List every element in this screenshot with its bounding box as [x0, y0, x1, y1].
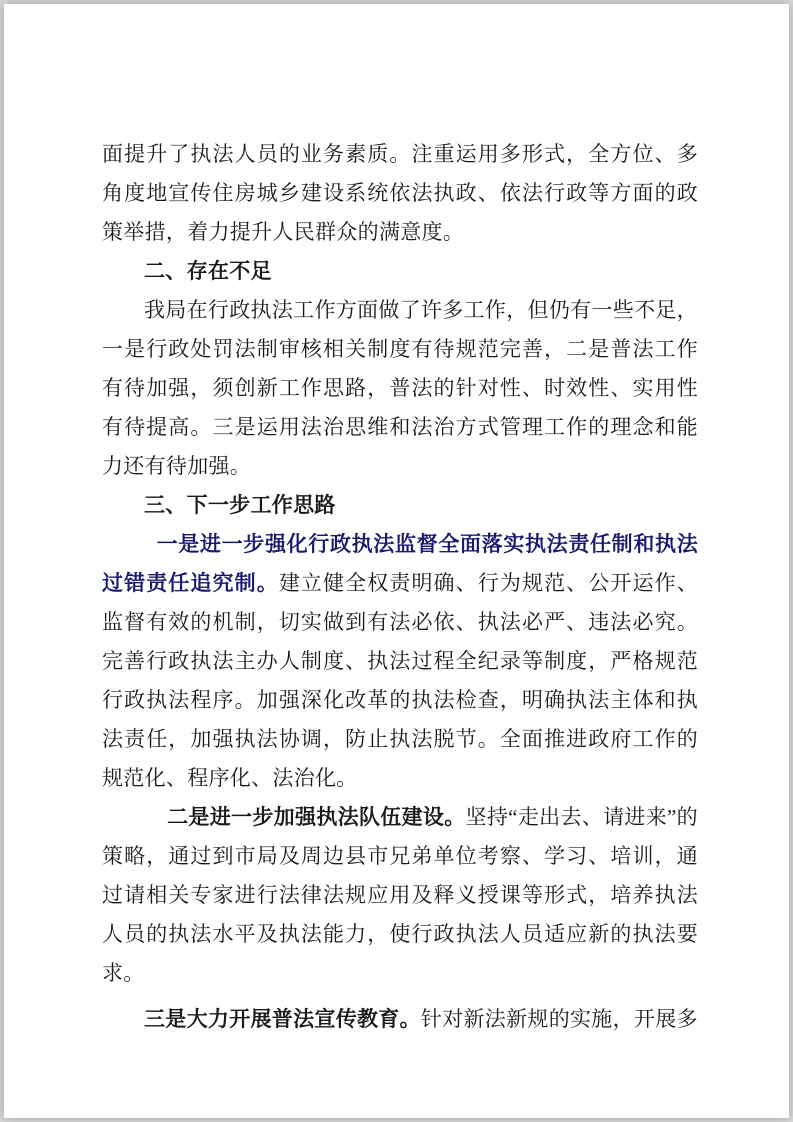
paragraph-point-three-lead: 三是大力开展普法宣传教育。 [144, 1007, 421, 1031]
paragraph-point-one-lead: 一是进一步强化行政执法监督全面落实执法责任制和执法过错责任追究制。 [102, 532, 698, 595]
paragraph-point-three [102, 1000, 698, 1039]
paragraph-shortcomings: 我局在行政执法工作方面做了许多工作，但仍有一些不足，一是行政处罚法制审核相关制度有待规范完善，二是普法工作有待加强，须创新工作思路，普法的针对性、时效性、实用性有待提高。三是运用法治思维和法治方式管理工作的理念和能力还有待加强。 [102, 298, 698, 478]
document-body [102, 135, 698, 1039]
paragraph-point-two-text: 坚持“走出去、请进来”的策略，通过到市局及周边县市兄弟单位考察、学习、培训，通过请相关专家进行法律法规应用及释义授课等形式，培养执法人员的执法水平及执法能力，使行政执法人员适应新的执法要求。 [102, 805, 698, 985]
heading-section-three: 三、下一步工作思路 [144, 493, 336, 517]
document-page [4, 4, 789, 1118]
paragraph-point-two-lead: 二是进一步加强执法队伍建设。 [167, 805, 466, 829]
paragraph-point-three-text: 针对新法新规的实施，开展多 [420, 1007, 698, 1031]
heading-section-two: 二、存在不足 [144, 259, 272, 283]
paragraph-point-one-text: 建立健全权责明确、行为规范、公开运作、监督有效的机制，切实做到有法必依、执法必严、违法必究。完善行政执法主办人制度、执法过程全纪录等制度，严格规范行政执法程序。加强深化改革的执法检查，明确执法主体和执法责任，加强执法协调，防止执法脱节。全面推进政府工作的规范化、程序化、法治化。 [102, 571, 698, 790]
paragraph-point-two [102, 798, 698, 993]
paragraph-continuation: 面提升了执法人员的业务素质。注重运用多形式，全方位、多角度地宣传住房城乡建设系统依法执政、依法行政等方面的政策举措，着力提升人民群众的满意度。 [102, 142, 698, 244]
paragraph-point-one [102, 525, 698, 798]
